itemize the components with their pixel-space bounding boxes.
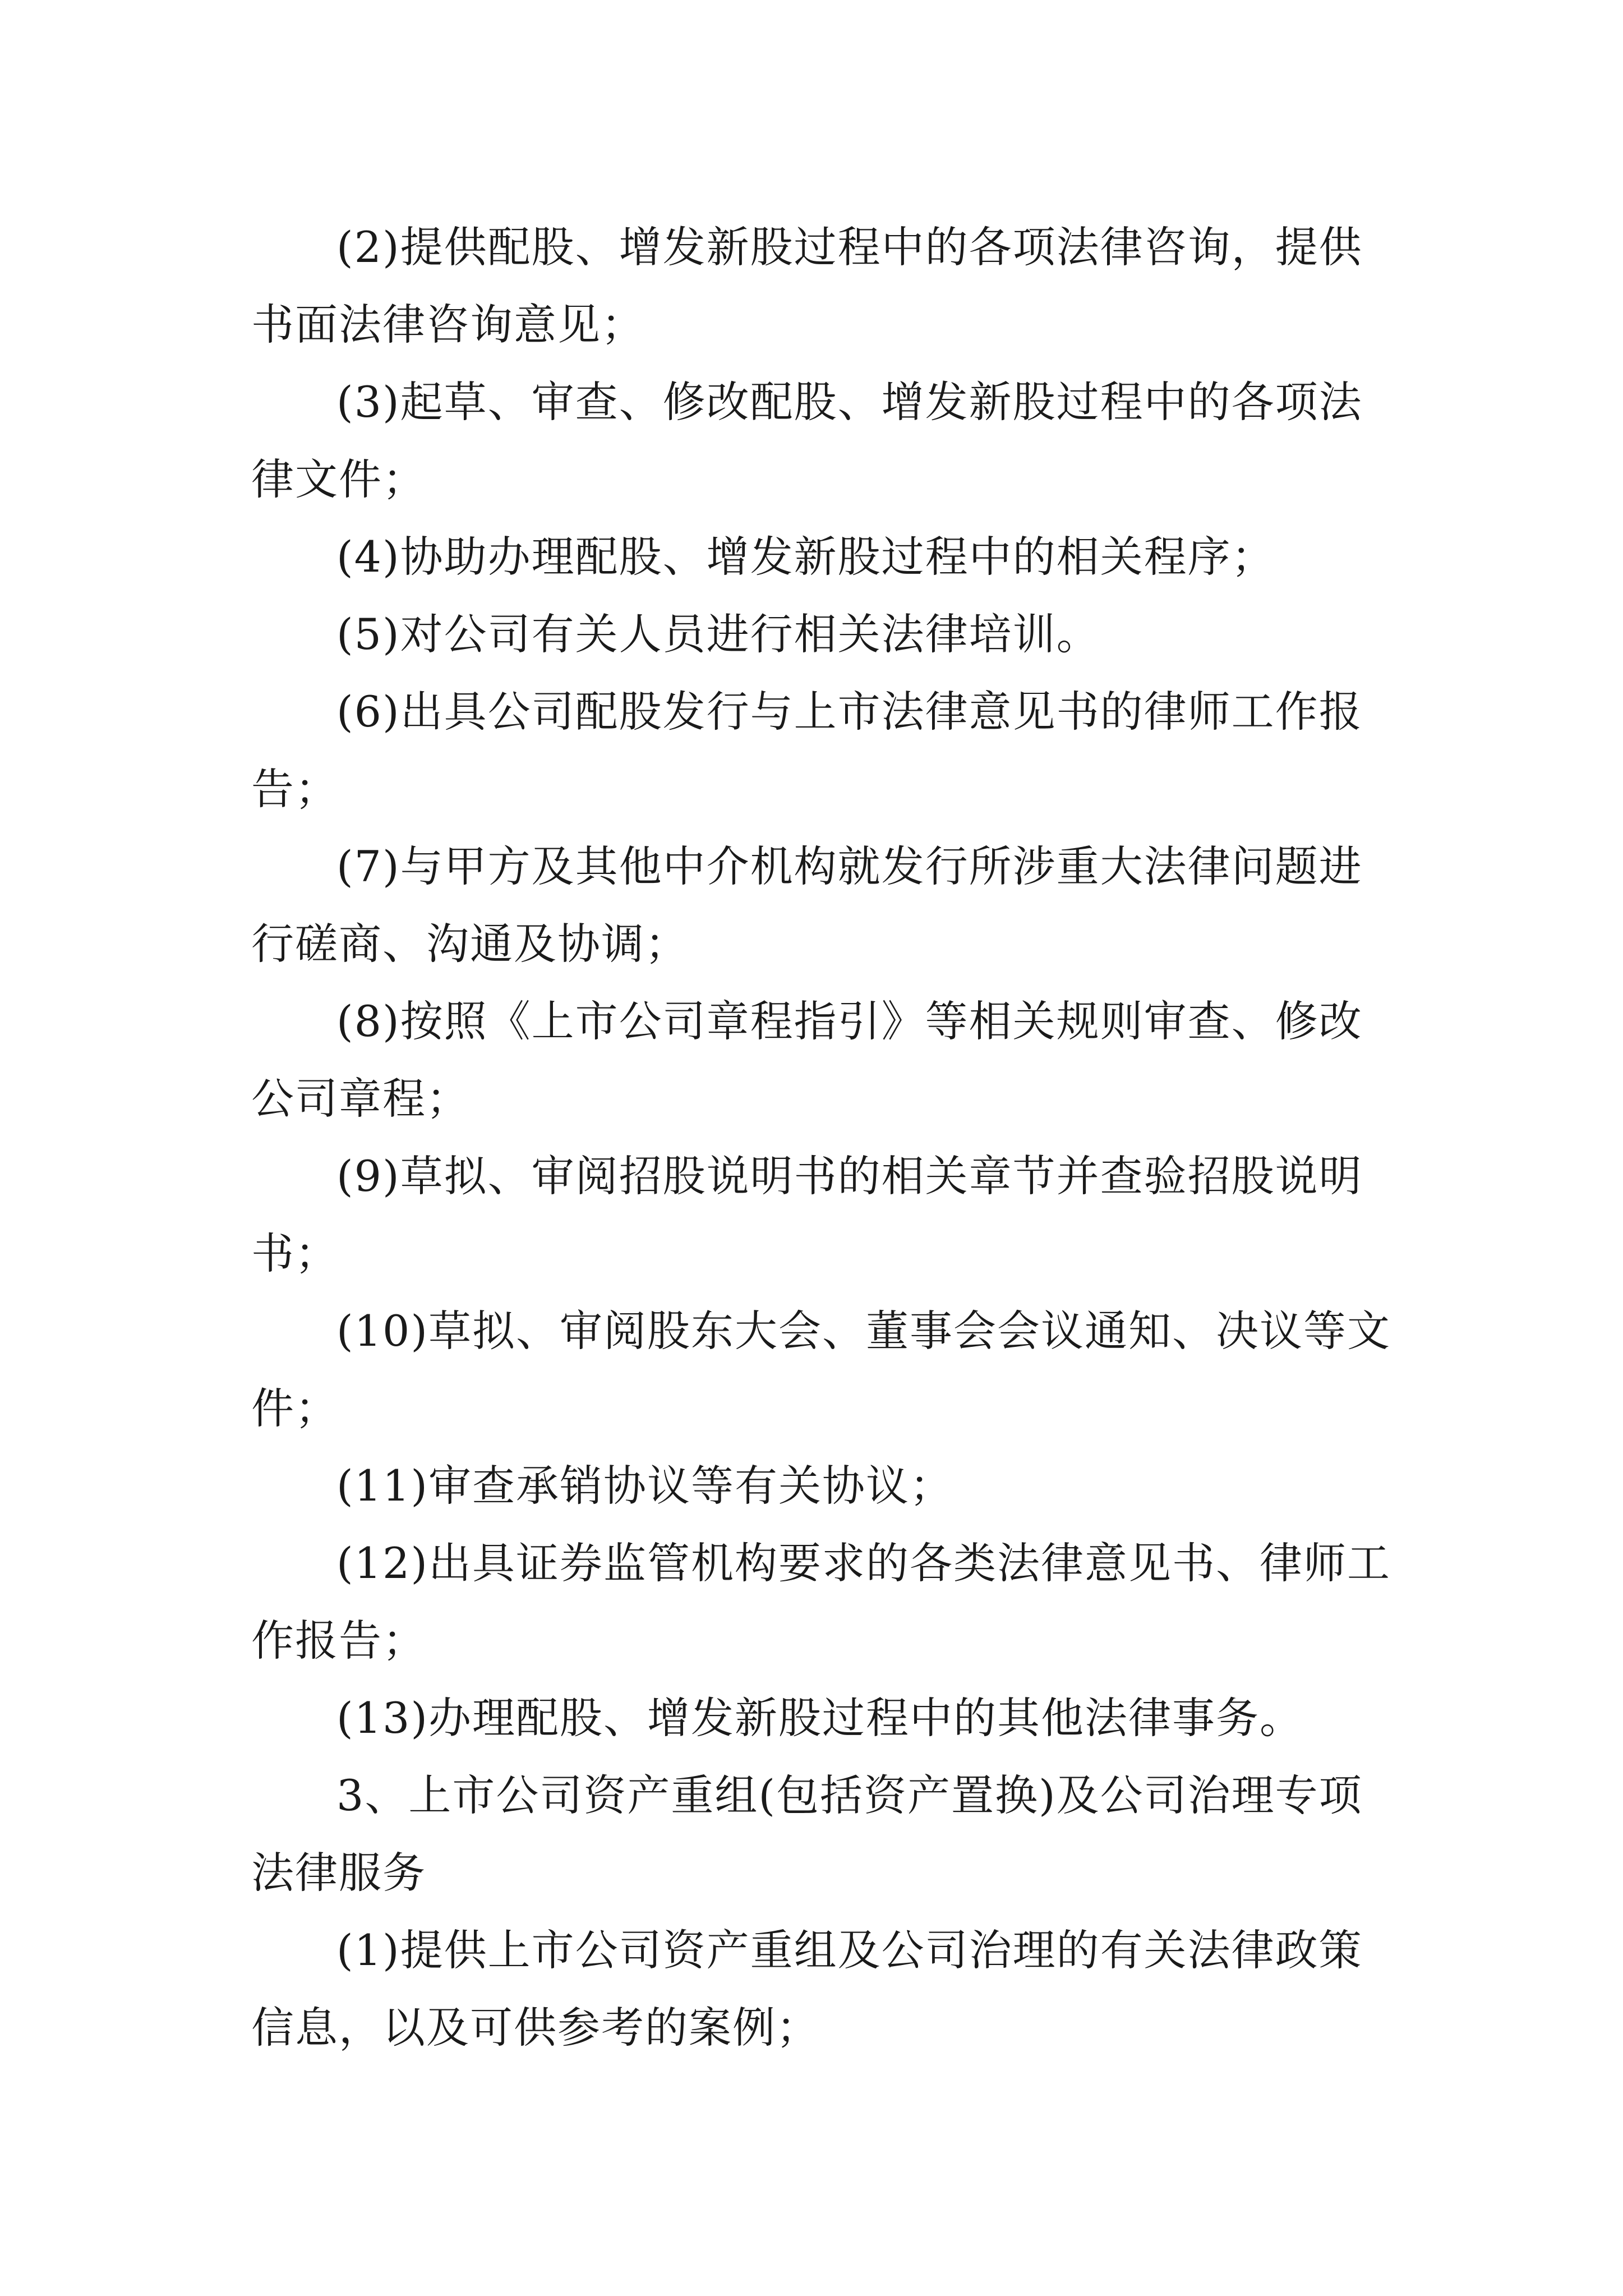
text-line: 书； xyxy=(251,1228,339,1278)
text-line: (4)协助办理配股、增发新股过程中的相关程序； xyxy=(336,532,1275,582)
paragraph-item-6 xyxy=(251,673,1378,828)
text-line: (1)提供上市公司资产重组及公司治理的有关法律政策 xyxy=(336,1925,1363,1975)
text-line: (7)与甲方及其他中介机构就发行所涉重大法律问题进 xyxy=(336,841,1363,891)
paragraph-item-4 xyxy=(251,518,1378,596)
text-line: (11)审查承销协议等有关协议； xyxy=(336,1461,954,1511)
paragraph-item-13 xyxy=(251,1680,1378,1757)
text-line: (6)出具公司配股发行与上市法律意见书的律师工作报 xyxy=(336,687,1363,737)
text-line: (10)草拟、审阅股东大会、董事会会议通知、决议等文 xyxy=(336,1306,1391,1356)
paragraph-item-10 xyxy=(251,1292,1391,1447)
paragraph-item-9 xyxy=(251,1138,1378,1292)
paragraph-item-8 xyxy=(251,983,1378,1138)
text-line: 告； xyxy=(251,764,339,814)
paragraph-item-7 xyxy=(251,828,1378,983)
text-line: 作报告； xyxy=(251,1616,426,1665)
paragraph-item-2 xyxy=(251,209,1378,364)
text-line: (3)起草、审查、修改配股、增发新股过程中的各项法 xyxy=(336,377,1363,427)
paragraph-item-12 xyxy=(251,1525,1391,1680)
text-line: 书面法律咨询意见； xyxy=(251,300,645,349)
paragraph-item-1 xyxy=(251,1912,1378,2067)
text-line: 3、上市公司资产重组(包括资产置换)及公司治理专项 xyxy=(336,1770,1363,1820)
text-line: (9)草拟、审阅招股说明书的相关章节并查验招股说明 xyxy=(336,1151,1363,1201)
text-line: (12)出具证券监管机构要求的各类法律意见书、律师工 xyxy=(336,1538,1391,1588)
text-line: (5)对公司有关人员进行相关法律培训。 xyxy=(336,609,1100,659)
text-line: 信息，以及可供参考的案例； xyxy=(251,2003,820,2053)
paragraph-item-3 xyxy=(251,364,1378,518)
text-line: 律文件； xyxy=(251,454,426,504)
text-line: 公司章程； xyxy=(251,1074,470,1124)
text-line: 法律服务 xyxy=(251,1848,426,1898)
text-line: (8)按照《上市公司章程指引》等相关规则审查、修改 xyxy=(336,996,1363,1046)
text-line: 件； xyxy=(251,1383,339,1433)
paragraph-item-5 xyxy=(251,596,1378,673)
text-line: (13)办理配股、增发新股过程中的其他法律事务。 xyxy=(336,1693,1304,1743)
document-body xyxy=(251,209,1391,2067)
section-heading-3 xyxy=(251,1757,1378,1912)
text-line: (2)提供配股、增发新股过程中的各项法律咨询，提供 xyxy=(336,222,1363,272)
text-line: 行磋商、沟通及协调； xyxy=(251,919,689,969)
paragraph-item-11 xyxy=(251,1447,1378,1525)
